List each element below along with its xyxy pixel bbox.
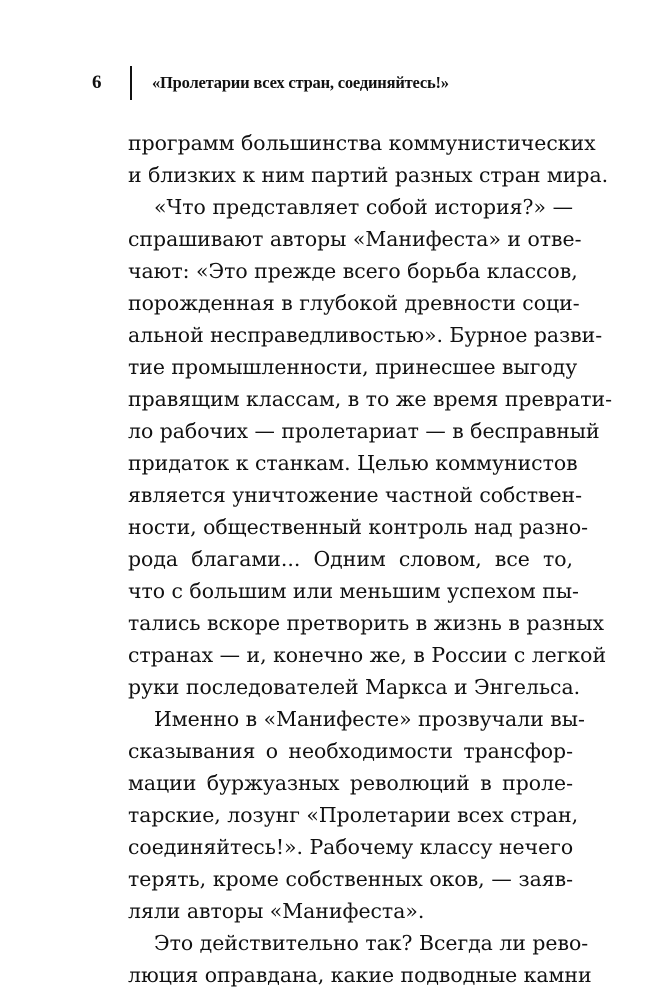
text-line: «Что представляет собой история?» — bbox=[154, 195, 573, 219]
text-line: и близких к ним партий разных стран мира. bbox=[128, 163, 609, 187]
page-number: 6 bbox=[92, 72, 102, 93]
text-line: порожденная в глубокой древности соци- bbox=[128, 291, 580, 315]
text-line: соединяйтесь!». Рабочему классу нечего bbox=[128, 835, 574, 859]
text-line: странах — и, конечно же, в России с легкой bbox=[128, 643, 607, 667]
text-line: мации буржуазных революций в проле- bbox=[128, 771, 573, 795]
text-line: люция оправдана, какие подводные камни bbox=[128, 963, 592, 987]
text-line: альной несправедливостью». Бурное разви- bbox=[128, 323, 603, 347]
text-line: Именно в «Манифесте» прозвучали вы- bbox=[154, 707, 585, 731]
text-line: чают: «Это прежде всего борьба классов, bbox=[128, 259, 578, 283]
text-line: сказывания о необходимости трансфор- bbox=[128, 739, 573, 763]
text-line: ло рабочих — пролетариат — в бесправный bbox=[128, 419, 600, 443]
text-line: ности, общественный контроль над разно- bbox=[128, 515, 589, 539]
text-line: терять, кроме собственных оков, — заяв- bbox=[128, 867, 573, 891]
header-divider bbox=[130, 66, 132, 100]
text-line: тарские, лозунг «Пролетарии всех стран, bbox=[128, 803, 579, 827]
text-line: является уничтожение частной собствен- bbox=[128, 483, 583, 507]
text-line: рода благами... Одним словом, все то, bbox=[128, 547, 573, 571]
running-head bbox=[92, 66, 449, 100]
body-text bbox=[128, 127, 612, 991]
text-line: правящим классам, в то же время преврати- bbox=[128, 387, 612, 411]
running-title: «Пролетарии всех стран, соединяйтесь!» bbox=[152, 73, 449, 92]
text-line: программ большинства коммунистических bbox=[128, 131, 596, 155]
text-line: что с большим или меньшим успехом пы- bbox=[128, 579, 579, 603]
text-line: Это действительно так? Всегда ли рево- bbox=[154, 931, 589, 955]
text-line: ляли авторы «Манифеста». bbox=[128, 899, 425, 923]
text-line: спрашивают авторы «Манифеста» и отве- bbox=[128, 227, 582, 251]
text-line: руки последователей Маркса и Энгельса. bbox=[128, 675, 581, 699]
text-line: тие промышленности, принесшее выгоду bbox=[128, 355, 578, 379]
text-line: придаток к станкам. Целью коммунистов bbox=[128, 451, 578, 475]
text-line: тались вскоре претворить в жизнь в разных bbox=[128, 611, 604, 635]
